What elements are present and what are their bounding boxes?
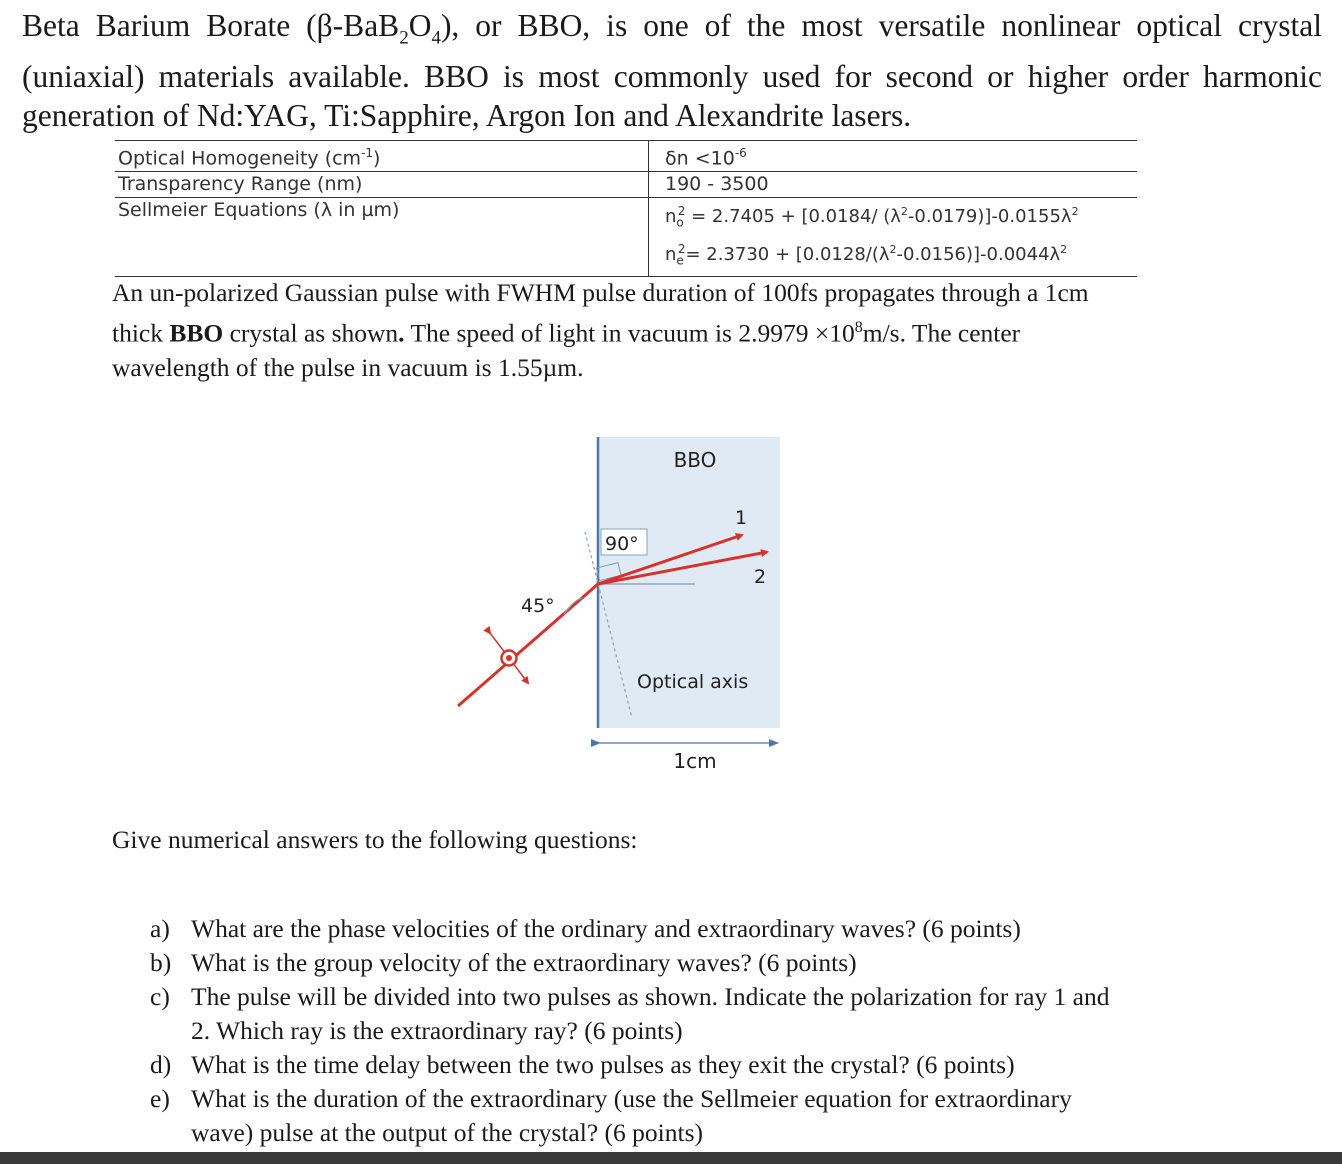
table-row (115, 141, 1137, 172)
question-label: a) (150, 914, 170, 943)
question-label: e) (150, 1084, 170, 1113)
table-row (115, 172, 1137, 198)
property-value: 190 - 3500 (649, 172, 1138, 198)
table-row (115, 198, 1137, 276)
window-bottom-bar (0, 1152, 1342, 1164)
property-label: Sellmeier Equations (λ in µm) (115, 198, 649, 276)
list-item (150, 946, 1110, 980)
list-item (150, 1048, 1110, 1082)
list-item (150, 912, 1110, 946)
extraordinary-index-equation: $n_e^2= 2.3730 + [0.0128/(\lambda^2-0.0156)]-0.0044\lambda^2$ (665, 241, 1068, 268)
question-label: b) (150, 948, 172, 977)
polarization-dot-center (506, 655, 512, 661)
question-text: What is the time delay between the two pulses as they exit the crystal? (6 points) (191, 1050, 1015, 1079)
properties-table (115, 140, 1137, 277)
instruction-text: Give numerical answers to the following questions: (112, 825, 638, 854)
property-value: $\delta n <10^{-6}$ (649, 141, 1138, 172)
crystal-label: BBO (673, 448, 717, 472)
thickness-label: 1cm (673, 749, 717, 773)
intro-paragraph: Beta Barium Borate $(\beta-BaB_2O_4)$, or BBO, is one of the most versatile nonlinear optical crystal (uniaxial) materials available. BBO is most commonly used for second or higher order harmonic generation of Nd:YAG, Ti:Sapphire, Argon Ion and Alexandrite lasers. (22, 8, 1322, 134)
property-label: Transparency Range (nm) (115, 172, 649, 198)
ordinary-index-equation: $n_o^2 = 2.7405 + [0.0184/$ $(\lambda^2-0.0179)]-0.0155\lambda^2$ (665, 204, 1079, 230)
list-item (150, 1082, 1110, 1150)
normal-angle-label: 90° (605, 533, 639, 555)
property-value (649, 198, 1138, 276)
optical-axis-label: Optical axis (637, 671, 749, 693)
question-label: c) (150, 982, 170, 1011)
question-text: What is the duration of the extraordinary (use the Sellmeier equation for extraordinary wave) pulse at the output of the crystal? (6 points) (191, 1084, 1072, 1147)
incidence-angle-label: 45° (521, 595, 555, 617)
ray-1-label: 1 (735, 507, 748, 529)
question-text: What is the group velocity of the extraordinary waves? (6 points) (191, 948, 857, 977)
question-label: d) (150, 1050, 172, 1079)
problem-statement: An un-polarized Gaussian pulse with FWHM pulse duration of 100fs propagates through a 1cm thick BBO crystal as shown. The speed of light in vacuum is $2.9979 \times 10^8m/s$. The center wavelength of the pulse in vacuum is 1.55µm. (112, 278, 1089, 382)
property-label: Optical Homogeneity $(cm^{-1})$ (115, 141, 649, 172)
crystal-diagram (440, 430, 860, 790)
question-text: What are the phase velocities of the ordinary and extraordinary waves? (6 points) (191, 914, 1021, 943)
question-list (150, 912, 1110, 1150)
list-item (150, 980, 1110, 1048)
ray-2-label: 2 (754, 566, 767, 588)
question-text: The pulse will be divided into two pulses as shown. Indicate the polarization for ray 1 and 2. Which ray is the extraordinary ray? (6 points) (191, 982, 1110, 1045)
